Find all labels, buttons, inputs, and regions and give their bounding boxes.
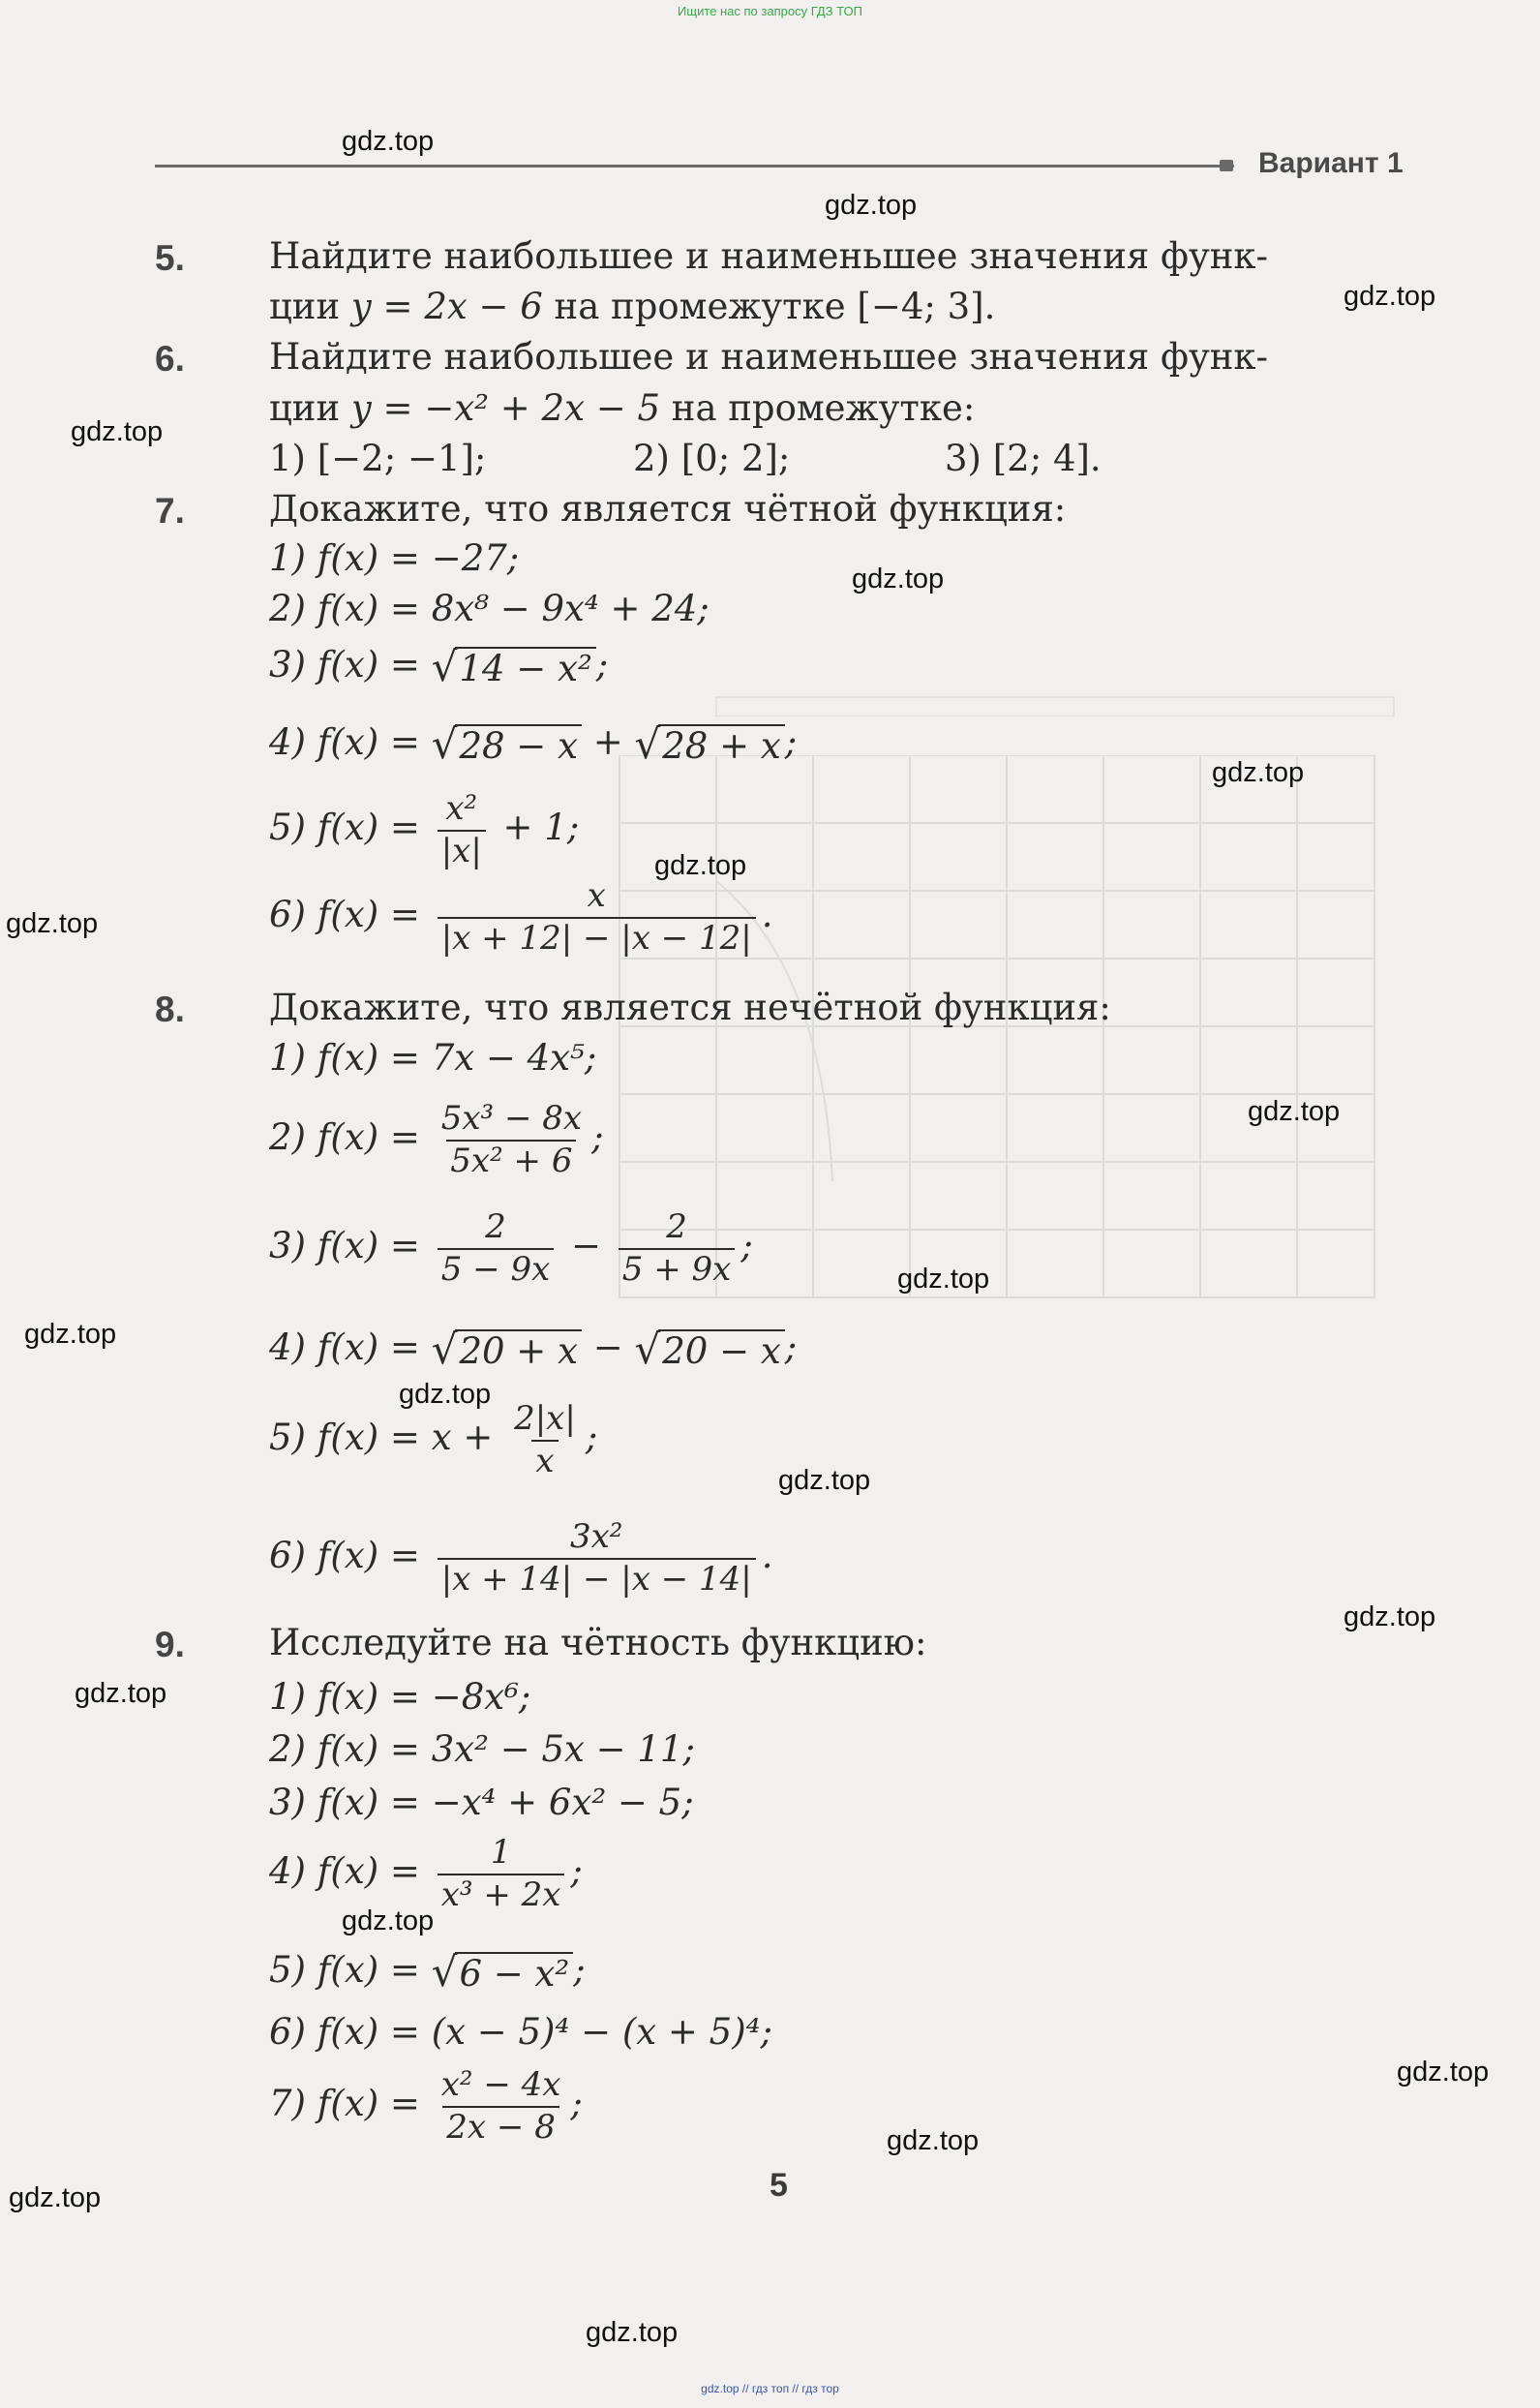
watermark: gdz.top <box>825 190 918 221</box>
watermark: gdz.top <box>654 850 747 881</box>
problem-7-item-3: 3) f(x) = √ 14 − x² ; <box>269 643 609 691</box>
problem-8-item-3: 3) f(x) = $\frac{2}{5 - 9x}$ − $\frac{2}{5 + 9x}$ ; <box>269 1207 753 1289</box>
watermark: gdz.top <box>1397 2057 1490 2088</box>
watermark: gdz.top <box>399 1379 492 1410</box>
problem-9-item-1: 1) f(x) = −8x⁶; <box>269 1676 531 1718</box>
fraction: $\frac{x}{|x + 12| - |x - 12|}$ <box>438 879 756 956</box>
top-banner: Ищите нас по запросу ГДЗ ТОП <box>678 4 862 18</box>
problem-8-item-5: 5) f(x) = x + $\frac{2|x|}{x}$ ; <box>269 1399 598 1480</box>
problem-5-function: y = 2x − 6 <box>350 286 543 327</box>
watermark: gdz.top <box>586 2317 679 2348</box>
problem-6-line2: ции y = −x² + 2x − 5 на промежутке: <box>269 387 976 429</box>
watermark: gdz.top <box>75 1678 167 1709</box>
problem-7-title: Докажите, что является чётной функция: <box>269 488 1067 530</box>
fraction: $\frac{\text{3x²}}{|x + 14| - |x - 14|}$ <box>438 1520 756 1597</box>
fraction: $\frac{1}{\text{x³ + 2x}}$ <box>438 1836 565 1912</box>
square-root: √ 14 − x² <box>432 647 596 688</box>
watermark: gdz.top <box>9 2182 102 2213</box>
problem-9-item-7: 7) f(x) = $\frac{\text{x² − 4x}}{2x - 8}$ ; <box>269 2065 583 2147</box>
square-root: √ 20 + x <box>432 1329 582 1371</box>
problem-7-item-2: 2) f(x) = 8x⁸ − 9x⁴ + 24; <box>269 588 710 629</box>
watermark: gdz.top <box>24 1319 117 1350</box>
problem-6-number: 6. <box>155 339 185 379</box>
watermark: gdz.top <box>6 908 99 939</box>
square-root: √ 20 − x <box>634 1329 784 1371</box>
problem-9-title: Исследуйте на чётность функцию: <box>269 1622 927 1663</box>
fraction: $\frac{\text{x²}}{|x|}$ <box>438 792 486 869</box>
watermark: gdz.top <box>1212 757 1305 788</box>
fraction: $\frac{\text{x² − 4x}}{2x - 8}$ <box>440 2065 561 2147</box>
watermark: gdz.top <box>1344 281 1436 312</box>
problem-6-item: 2) [0; 2]; <box>633 438 791 479</box>
square-root: √ 6 − x² <box>432 1952 574 1994</box>
fraction: $\frac{2}{5 + 9x}$ <box>619 1210 736 1287</box>
problem-9-item-5: 5) f(x) = √ 6 − x² ; <box>269 1948 586 1997</box>
problem-9-item-4: 4) f(x) = $\frac{1}{\text{x³ + 2x}}$ ; <box>269 1833 583 1914</box>
watermark: gdz.top <box>852 564 945 594</box>
page-number: 5 <box>770 2167 788 2204</box>
problem-9-number: 9. <box>155 1625 185 1664</box>
problem-8-item-4: 4) f(x) = √ 20 + x − √ 20 − x ; <box>269 1326 798 1374</box>
problem-8-item-6: 6) f(x) = $\frac{\text{3x²}}{|x + 14| - |x - 14|}$ . <box>269 1517 773 1599</box>
problem-7-item-5: 5) f(x) = $\frac{\text{x²}}{|x|}$ + 1; <box>269 789 580 870</box>
variant-label: Вариант 1 <box>1258 147 1404 179</box>
problem-6-item: 1) [−2; −1]; <box>269 438 487 479</box>
problem-8-item-2: 2) f(x) = $\frac{\text{5x³ − 8x}}{\text{5x² + 6}}$ ; <box>269 1099 604 1180</box>
problem-9-item-2: 2) f(x) = 3x² − 5x − 11; <box>269 1728 695 1770</box>
problem-5-number: 5. <box>155 238 185 278</box>
square-root: √ 28 − x <box>432 724 582 766</box>
problem-6-function: y = −x² + 2x − 5 <box>350 387 661 429</box>
problem-7-item-6: 6) f(x) = $\frac{x}{|x + 12| - |x - 12|}$ . <box>269 876 773 958</box>
problem-5-line2: ции y = 2x − 6 на промежутке [−4; 3]. <box>269 286 996 327</box>
fraction: $\frac{2|x|}{x}$ <box>514 1399 576 1480</box>
square-root: √ 28 + x <box>634 724 784 766</box>
problem-6-line1: Найдите наибольшее и наименьшее значения функ- <box>269 336 1269 378</box>
watermark: gdz.top <box>71 416 164 447</box>
bottom-banner: gdz.top // гдз топ // гдз тор <box>701 2382 839 2395</box>
problem-7-item-1: 1) f(x) = −27; <box>269 537 520 579</box>
fraction: $\frac{\text{5x³ − 8x}}{\text{5x² + 6}}$ <box>440 1099 583 1180</box>
watermark: gdz.top <box>342 126 435 157</box>
watermark: gdz.top <box>887 2125 980 2156</box>
problem-8-item-1: 1) f(x) = 7x − 4x⁵; <box>269 1037 597 1079</box>
problem-9-item-6: 6) f(x) = (x − 5)⁴ − (x + 5)⁴; <box>269 2011 772 2053</box>
fraction: $\frac{2}{5 - 9x}$ <box>438 1210 555 1287</box>
problem-9-item-3: 3) f(x) = −x⁴ + 6x² − 5; <box>269 1782 694 1823</box>
problem-8-title: Докажите, что является нечётной функция: <box>269 987 1111 1028</box>
problem-7-number: 7. <box>155 491 185 531</box>
problem-5-line1: Найдите наибольшее и наименьшее значения функ- <box>269 235 1269 277</box>
problem-8-number: 8. <box>155 990 185 1029</box>
problem-7-item-4: 4) f(x) = √ 28 − x + √ 28 + x ; <box>269 720 798 769</box>
problem-6-item: 3) [2; 4]. <box>945 438 1102 479</box>
watermark: gdz.top <box>1344 1601 1436 1632</box>
watermark: gdz.top <box>897 1264 990 1295</box>
watermark: gdz.top <box>342 1905 435 1936</box>
watermark: gdz.top <box>778 1465 871 1496</box>
watermark: gdz.top <box>1248 1096 1341 1127</box>
